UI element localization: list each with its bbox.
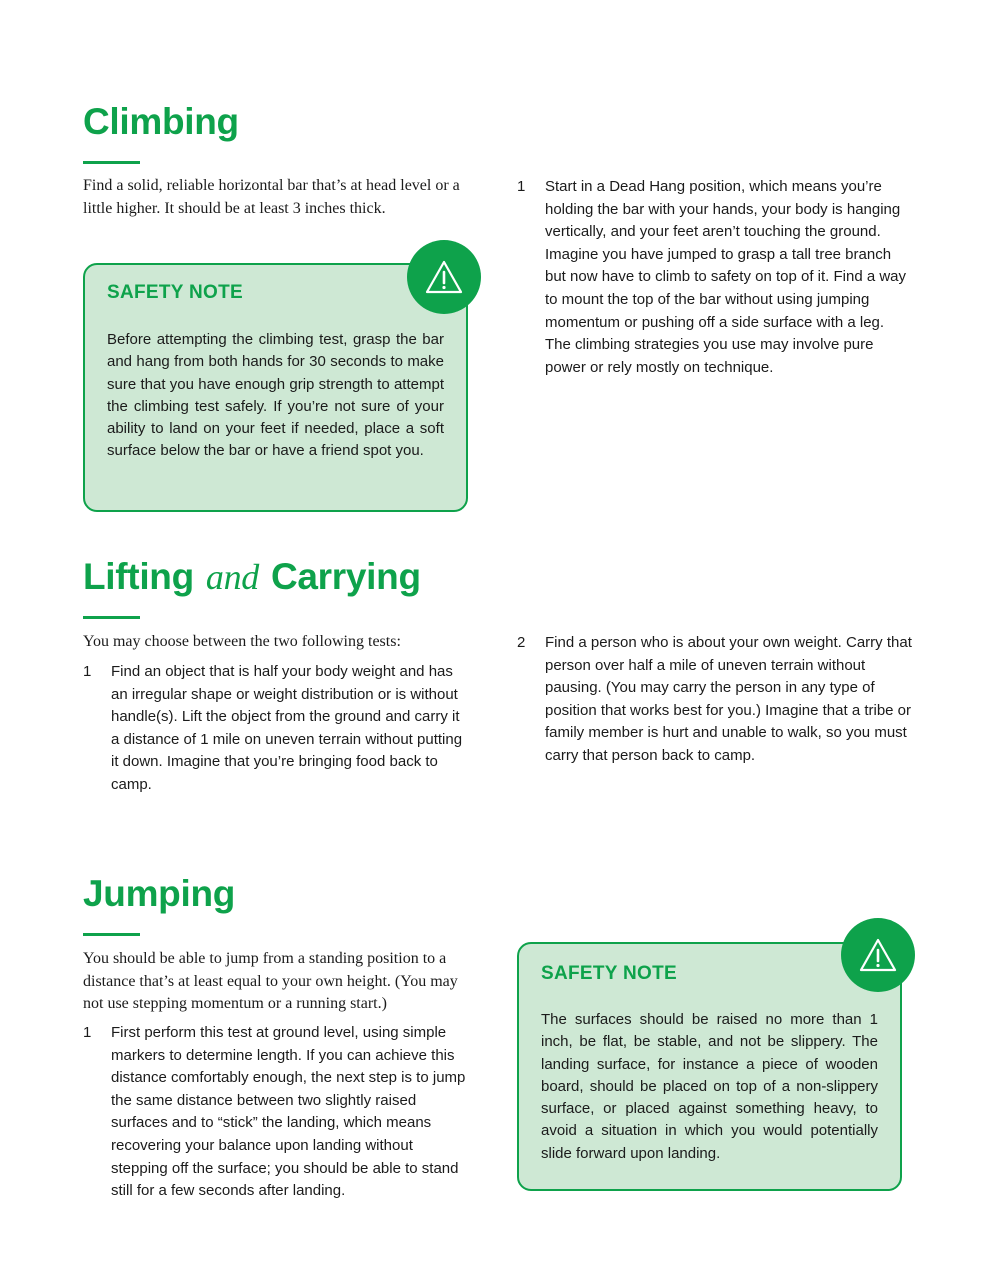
section-title-lifting-carrying xyxy=(83,555,421,599)
list-item-number: 2 xyxy=(517,634,526,651)
section-title-jumping: Jumping xyxy=(83,873,236,914)
safety-note-title: SAFETY NOTE xyxy=(107,282,243,303)
list-item xyxy=(517,176,912,406)
list-item-number: 1 xyxy=(83,663,92,680)
title-part-lifting: Lifting xyxy=(83,556,194,597)
list-item xyxy=(83,661,478,801)
safety-note-title: SAFETY NOTE xyxy=(541,963,677,984)
warning-triangle-icon xyxy=(841,918,915,992)
safety-note-climbing xyxy=(83,263,468,512)
lifting-intro: You may choose between the two following tests: xyxy=(83,633,401,650)
list-item xyxy=(517,632,912,772)
title-part-carrying: Carrying xyxy=(270,556,421,597)
title-underline xyxy=(83,933,140,936)
safety-note-body: Before attempting the climbing test, grasp the bar and hang from both hands for 30 seconds to make sure that you have enough grip strength to attempt the climbing test safely. If you’re not sure of your ability to land on your feet if needed, place a soft surface below the bar or have a friend spot you. xyxy=(107,331,444,460)
list-item-text: Start in a Dead Hang position, which means you’re holding the bar with your hands, your body is hanging vertically, and your feet aren’t touching the ground. Imagine you have jumped to grasp a tall tree branch but now have to climb to safety on top of it. Find a way to mount the top of the bar without using jumping momentum or pushing off a side surface with a leg. The climbing strategies you use may involve pure power or rely mostly on technique. xyxy=(545,178,907,376)
title-underline xyxy=(83,616,140,619)
list-item-number: 1 xyxy=(517,178,526,195)
list-item-text: First perform this test at ground level, using simple markers to determine length. If you can achieve this distance comfortably enough, the next step is to jump the same distance between two slightly raised surfaces and to “stick” the landing, which means recovering your balance upon landing without stepping off the surface; you should be able to stand still for a few seconds after landing. xyxy=(111,1024,466,1200)
safety-note-jumping xyxy=(517,942,902,1191)
list-item xyxy=(83,1022,478,1207)
jumping-intro: You should be able to jump from a standing position to a distance that’s at least equal to your own height. (You may not use stepping momentum or a running start.) xyxy=(83,950,458,1012)
list-item-text: Find a person who is about your own weight. Carry that person over half a mile of uneven terrain without pausing. (You may carry the person in any type of position that works best for you.) Imagine that a tribe or family member is hurt and unable to walk, so you must carry that person back to camp. xyxy=(545,634,912,764)
list-item-text: Find an object that is half your body weight and has an irregular shape or weight distribution or is without handle(s). Lift the object from the ground and carry it a distance of 1 mile on uneven terrain without putting it down. Imagine that you’re bringing food back to camp. xyxy=(111,663,463,793)
title-underline xyxy=(83,161,140,164)
title-connector: and xyxy=(205,557,259,597)
section-title-climbing: Climbing xyxy=(83,101,239,142)
list-item-number: 1 xyxy=(83,1024,92,1041)
climbing-intro: Find a solid, reliable horizontal bar that’s at head level or a little higher. It should be at least 3 inches thick. xyxy=(83,177,460,217)
safety-note-body: The surfaces should be raised no more than 1 inch, be flat, be stable, and not be slippery. The landing surface, for instance a piece of wooden board, should be placed on top of a non-slippery surface, or placed against something heavy, to avoid a situation in which you would potentially slide forward upon landing. xyxy=(541,1011,878,1162)
warning-triangle-icon xyxy=(407,240,481,314)
